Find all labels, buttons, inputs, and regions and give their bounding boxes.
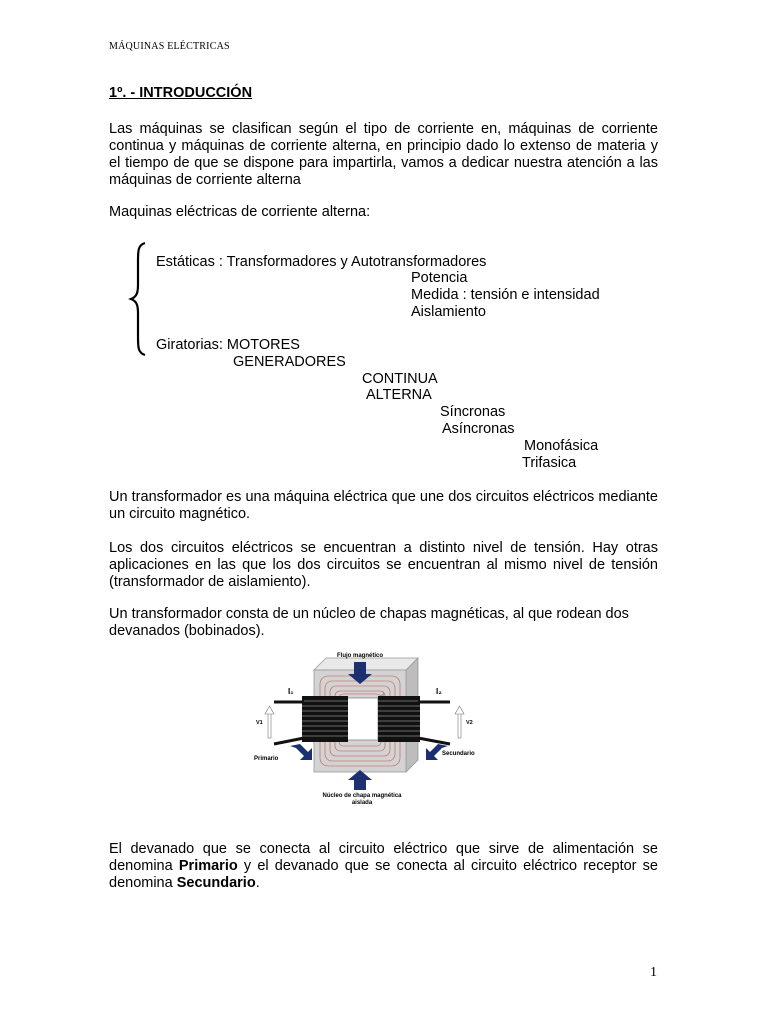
v2-label: V2 [466,720,473,726]
class-aislamiento: Aislamiento [411,304,486,320]
closing-text-part3: . [255,875,260,891]
class-trifasica: Trifasica [522,455,577,471]
term-secundario: Secundario [176,875,256,891]
v2-arrow-icon [455,706,464,738]
primary-arrow-icon [290,744,312,760]
closing-text-part1: El devanado que se conecta al circuito eléctrico que sirve de alimentación se denomina [109,841,658,874]
core-label-line1: Núcleo de chapa magnética [322,793,402,799]
class-medida: Medida : tensión e intensidad [411,287,600,303]
closing-paragraph [109,841,658,892]
page-number: 1 [650,965,657,980]
section-title: 1º. - INTRODUCCIÓN [109,85,253,101]
core-arrow-icon [348,770,372,790]
primary-winding [302,696,348,742]
class-continua: CONTINUA [362,371,438,387]
paragraph-transformer-definition: Un transformador es una máquina eléctrica que une dos circuitos eléctricos mediante un circuito magnético. [109,489,658,522]
paragraph-core-windings: Un transformador consta de un núcleo de chapas magnéticas, al que rodean dos devanados (bobinados). [109,606,629,639]
class-giratorias: Giratorias: MOTORES [156,337,300,353]
secondary-winding [378,696,420,742]
v1-arrow-icon [265,706,274,738]
class-estaticas: Estáticas : Transformadores y Autotransformadores [156,254,487,270]
current-i2-label: I₂ [436,687,442,696]
paragraph-voltage-levels: Los dos circuitos eléctricos se encuentran a distinto nivel de tensión. Hay otras aplicaciones en las que los dos circuitos se encuentran al mismo nivel de tensión (transformador de aislamiento). [109,540,658,590]
core-window [344,698,378,740]
secondary-label: Secundario [442,751,475,757]
core-label-line2: aislada [351,800,373,806]
list-heading: Maquinas eléctricas de corriente alterna: [109,204,371,220]
class-potencia: Potencia [411,270,468,286]
closing-text-part2: y el devanado que se conecta al circuito eléctrico receptor se denomina [109,858,658,891]
class-sincronas: Síncronas [440,404,506,420]
class-alterna: ALTERNA [366,387,432,403]
class-asincronas: Asíncronas [442,421,515,437]
secondary-bottom-wire [418,738,450,744]
primary-bottom-wire [274,738,304,744]
transformer-diagram [246,648,482,808]
intro-paragraph: Las máquinas se clasifican según el tipo de corriente en, máquinas de corriente continua y máquinas de corriente alterna, en principio dado lo extenso de materia y el tiempo de que se dispone para impartirla, vamos a dedicar nuestra atención a las máquinas de corriente alterna [109,121,658,188]
flux-label: Flujo magnético [336,653,384,659]
class-monofasica: Monofásica [524,438,599,454]
curly-brace-icon [128,241,150,357]
running-header: MÁQUINAS ELÉCTRICAS [109,41,230,52]
current-i1-label: I₁ [288,687,294,696]
term-primario: Primario [178,858,238,874]
v1-label: V1 [256,720,263,726]
primary-label: Primario [254,756,279,762]
class-generadores: GENERADORES [233,354,346,370]
